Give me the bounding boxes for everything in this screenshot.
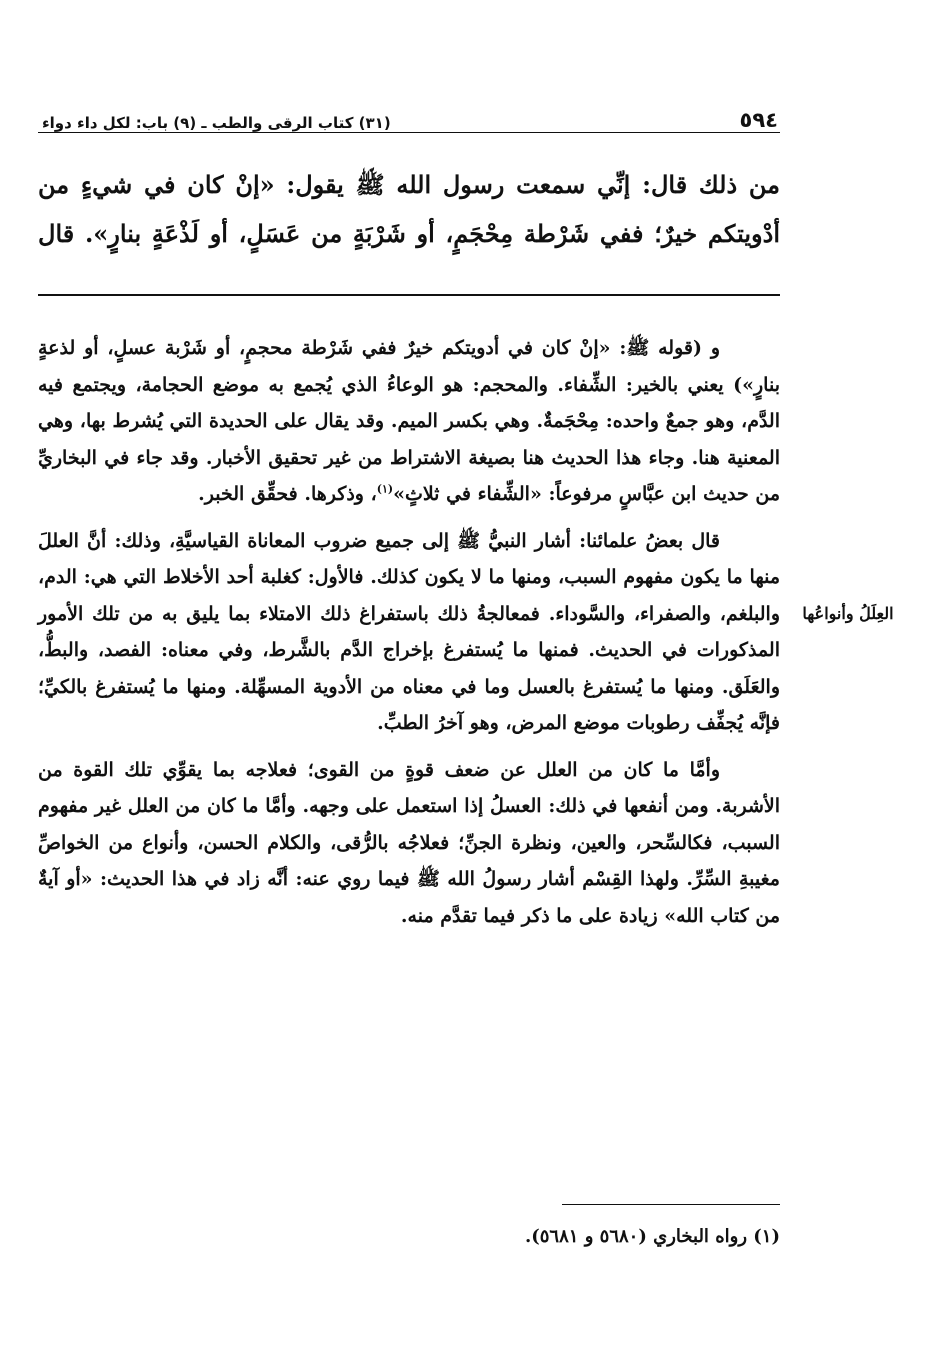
paragraph-text: ، وذكرها. فحقِّق الخبر. [198,483,377,505]
hadith-line: أدْويتكم خيرٌ؛ ففي شَرْطة مِحْجَمٍ، أو شَرْبَةٍ من عَسَلٍ، أو لَذْعَةٍ بنارٍ». قال [38,219,780,248]
section-divider [38,294,780,296]
hadith-text [38,160,780,258]
commentary-paragraph: قال بعضُ علمائنا: أشار النبيُّ ﷺ إلى جميع ضروب المعاناة القياسيَّةِ، وذلك: أنَّ العللَ منها ما يكون مفهوم السبب، ومنها ما لا يكون كذلك. فالأول: كغلبة أحد الأخلاط التي هي: الدم، والبلغم، والصفراء، والسَّوداء. فمعالجةُ ذلك باستفراغ ذلك الامتلاء بما يليق به من تلك الأمور المذكورات في الحديث. فمنها ما يُستفرغ بإخراج الدَّم بالشَّرط، وفي معناه: الفصد، والبطُّ، والعَلَق. ومنها ما يُستفرغ بالعسل وما في معناه من الأدوية المسهِّلة. ومنها ما يُستفرغ بالكيِّ؛ فإنَّه يُجفِّف رطوبات موضع المرض، وهو آخرُ الطبِّ. [38,529,780,734]
paragraph-gap [38,742,780,752]
commentary-text [38,330,780,934]
footnote: (١) رواه البخاري (٥٦٨٠ و ٥٦٨١). [524,1226,780,1247]
running-title: (٣١) كتاب الرقى والطب ـ (٩) باب: لكل داء دواء [42,114,391,132]
header-rule [38,132,780,133]
paragraph-text: و (قوله ﷺ: «إنْ كان في أدويتكم خيرٌ ففي شَرْطة محجمٍ، أو شَرْبة عسلٍ، أو لذعةٍ بنارٍ») يعني بالخير: الشِّفاء. والمحجم: هو الوعاءُ الذي يُجمع به موضع الحجامة، ويجتمع فيه الدَّم، وهو جمعٌ واحده: مِحْجَمةٌ. وهي بكسر الميم. وقد يقال على الحديدة التي يُشرط بها، وهي المعنية هنا. وجاء هذا الحديث هنا بصيغة الاشتراط من غير تحقيق الأخبار. وقد جاء في البخاريِّ من حديث ابن عبَّاسٍ مرفوعاً: «الشِّفاء في ثلاثٍ» [38,337,780,505]
paragraph-gap [38,513,780,523]
page-header [38,96,778,132]
footnote-rule [562,1204,780,1205]
page-number: ٥٩٤ [739,108,778,132]
commentary-paragraph [38,330,780,513]
footnote-reference: (١) [376,482,394,496]
margin-heading: العِلَلُ وأنواعُها [802,604,894,623]
commentary-paragraph: وأمَّا ما كان من العلل عن ضعف قوةٍ من القوى؛ فعلاجه بما يقوِّي تلك القوة من الأشربة. ومن أنفعها في ذلك: العسلُ إذا استعمل على وجهه. وأمَّا ما كان من العلل غير مفهوم السبب، فكالسِّحر، والعين، ونظرة الجنِّ؛ فعلاجُه بالرُّقى، والكلام الحسن، وأنواع من الخواصِّ مغيبةِ السِّرِّ. ولهذا القِسْم أشار رسولُ الله ﷺ فيما روي عنه: أنَّه زاد في هذا الحديث: «أو آيةٌ من كتاب الله» زيادة على ما ذكر فيما تقدَّم منه. [38,758,780,927]
hadith-line: من ذلك قال: إنِّي سمعت رسول الله ﷺ يقول: «إنْ كان في شيءٍ من [38,170,780,199]
